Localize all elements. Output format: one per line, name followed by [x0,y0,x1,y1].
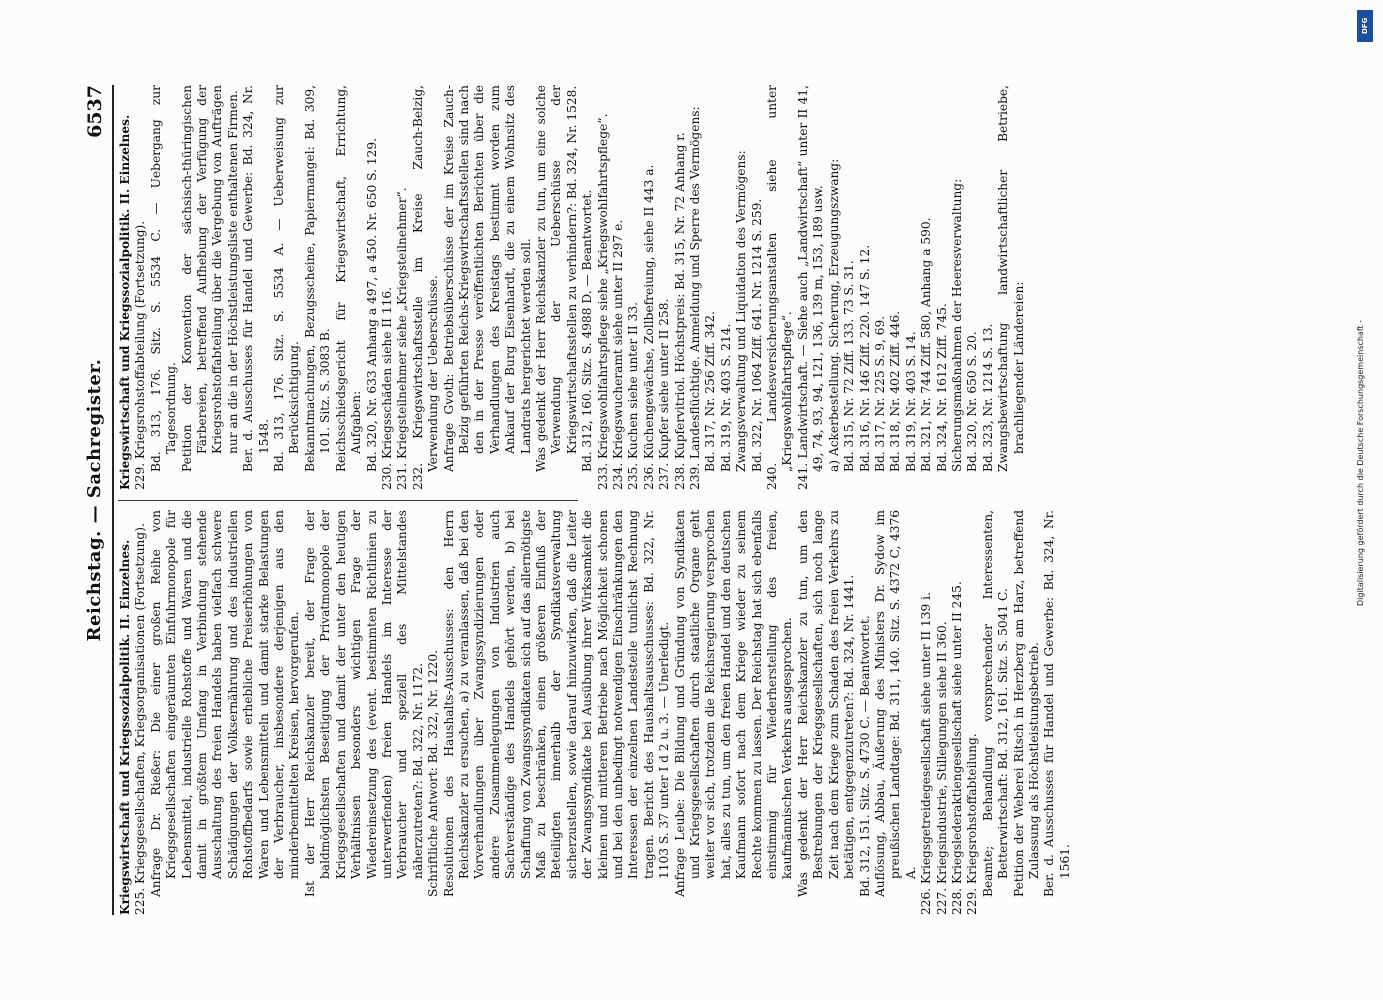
paragraph: Bd. 317, Nr. 225 S. 9, 69. [872,315,887,472]
entry: 237. Kupfer siehe unter II 258. [657,298,672,490]
entry: 239. Landesflüchtige. Anmeldung und Sperre des Vermögens: [688,106,703,490]
column-divider [118,500,578,501]
right-column [118,85,1027,490]
paragraph: Bd. 312, 151. Sitz. S. 4730 C. — Beantwortet. [857,615,872,897]
page-header [82,85,112,915]
paragraph: Bd. 316, Nr. 146 Ziff. 220. 147 S. 12. [857,244,872,472]
paragraph: a) Ackerbestellung. Sicherung, Erzeugungszwang: [826,158,841,472]
paragraph: Bd. 320, Nr. 633 Anhang a 497, a 450. Nr. 650 S. 129. [364,138,379,472]
entry: 241. Landwirtschaft. — Siehe auch „Landwirtschaft“ unter II 41, 49, 74, 93, 94, 121, 136, 139 m, 153, 189 usw. [795,85,826,490]
running-title: Reichstag. — Sachregister. [84,358,105,642]
paragraph: Anfrage Dr. Rießer: Die einer großen Reihe von Kriegsgesellschaften eingeräumten Einfuhrmonopole für Lebensmittel, industrielle Rohstoffe und Waren und die damit in größtem Umfang in Verbindung stehende Ausschaltung des freien Handels haben vielfach schwere Schädigungen der Volksernährung und des industriellen Rohstoffbedarfs sowie erhebliche Preiserhöhungen von Waren und Lebensmitteln und damit starke Belastungen der Verbraucher, insbesondere derjenigen aus den minderbemittelten Kreisen, hervorgerufen. [148,510,302,897]
entry: 230. Kriegsschäden siehe II 116. [379,287,394,490]
paragraph: Bd. 323, Nr. 1214 S. 13. [980,323,995,472]
entry: 231. Kriegsteilnehmer siehe „Kriegsteilnehmer“. [395,187,410,490]
paragraph: Anfrage Leube: Die Bildung und Gründung von Syndikaten und Kriegsgesellschaften durch staatliche Organe geht weiter vor sich, trotzdem die Reichsregierung versprochen hat, alles zu tun, um den freien Handel und den deutschen Kaufmann sofort nach dem Kriege wieder zu seinem Rechte kommen zu lassen. Der Reichstag hat sich ebenfalls einstimmig für Wiederherstellung des freien, kaufmännischen Verkehrs ausgesprochen. [672,510,795,897]
stamp-text: Digitalisierung gefördert durch die Deutsche Forschungsgemeinschaft - [1356,319,1365,606]
paragraph: Bd. 315, Nr. 72 Ziff. 133. 73 S. 31. [842,260,857,472]
paragraph: Petition der Konvention der sächsisch-thüringischen Färbereien, betreffend Aufhebung der Verfügung der Kriegsrohstoffabteilung über die Vergebung von Aufträgen nur an die in der Höchstleistungsliste enthaltenen Firmen. [179,85,240,472]
section-heading: Kriegswirtschaft und Kriegssozialpolitik. II. Einzelnes. [118,114,132,490]
paragraph: Petition der Weberei Ritsch in Herzberg am Harz, betreffend Zulassung als Höchstleistungsbetrieb. [1011,510,1041,897]
paragraph: Was gedenkt der Herr Reichskanzler zu tun, um eine solche Verwendung der Ueberschüsse der Kriegswirtschaftsstellen zu verhindern?: Bd. 324, Nr. 1528. [533,85,579,472]
paragraph: Resolutionen des Haushalts-Ausschusses: den Herrn Reichskanzler zu ersuchen, a) zu veranlassen, daß bei den Vorverhandlungen über Zwangssyndizierungen oder andere Zusammenlegungen von Industrien auch Sachverständige des Handels gehört werden, b) bei Schaffung von Zwangssyndikaten sich auf das allernötigste Maß zu beschränken, einen größeren Einfluß der Beteiligten innerhalb der Syndikatsverwaltung sicherzustellen, sowie darauf hinzuwirken, daß die Leiter der Zwangssyndikate bei Ausübung ihrer Wirksamkeit die kleinen und mittleren Betriebe nach Möglichkeit schonen und bei den unbedingt notwendigen Einschränkungen den Interessen der einzelnen Landesteile tunlichst Rechnung tragen. Bericht des Haushaltsausschusses: Bd. 322, Nr. 1103 S. 37 unter I d 2 u. 3. — Unerledigt. [441,510,672,897]
paragraph: Bd. 322, Nr. 1064 Ziff. 641. Nr. 1214 S. 259. [749,198,764,472]
paragraph: Was gedenkt der Herr Reichskanzler zu tun, um den Bestrebungen der Kriegsgesellschaften, sich noch lange Zeit nach dem Kriege zum Schaden des freien Verkehrs zu betätigen, entgegenzutreten?: Bd. 324, Nr. 1441. [795,510,857,897]
paragraph: Bd. 313, 176. Sitz. S. 5534 C. — Uebergang zur Tagesordnung. [148,85,179,472]
paragraph: Zwangsbewirtschaftung landwirtschaftlicher Betriebe, brachliegender Ländereien: [996,85,1026,472]
paragraph: Sicherungsmaßnahmen der Heeresverwaltung: [949,178,964,472]
digitization-stamp [1356,0,1376,1000]
page-number: 6537 [84,85,106,138]
paragraph: Bd. 312, 160. Sitz. S. 4988 D. — Beantwortet. [580,189,595,472]
paragraph: Anfrage Gvoth: Betriebsüberschüsse der im Kreise Zauch-Belzig geführten Reichs-Kriegswirtschaftsstellen sind nach den in der Presse veröffentlichten Berichten über die Verhandlungen des Kreistags bestimmt worden zum Ankauf der Burg Eisenhardt, die zu einem Wohnsitz des Landrats hergerichtet werden soll. [441,85,533,472]
entry: 225. Kriegsgesellschaften, Kriegsorganisationen (Fortsetzung). [133,523,148,915]
entry: 227. Kriegsindustrie, Stillegungen siehe II 360. [934,621,949,915]
paragraph: Bd. 317, Nr. 256 Ziff. 342. [703,310,718,472]
entry: 232. Kriegswirtschaftsstelle im Kreise Zauch-Belzig, Verwendung der Ueberschüsse. [410,85,441,490]
entry: 228. Kriegslederaktiengesellschaft siehe unter II 245. [949,581,964,915]
paragraph: Beamte; Behandlung vorsprechender Interessenten, Betterwirtschaft: Bd. 312, 161. Sitz. S. 5041 C. [980,510,1011,897]
paragraph: Bd. 318, Nr. 402 Ziff. 446. [888,310,903,472]
paragraph: Schriftliche Antwort: Bd. 322, Nr. 1220. [426,649,441,897]
paragraph: Bekanntmachungen, Bezugsscheine, Papiermangel: Bd. 309, 101. Sitz. S. 3083 B. [302,85,333,472]
paragraph: Bd. 319, Nr. 403 S. 214. [718,323,733,472]
paragraph: Bd. 313, 176. Sitz. S. 5534 A. — Ueberweisung zur Berücksichtigung. [272,85,302,472]
paragraph: Ber. d. Ausschusses für Handel und Gewerbe: Bd. 324, Nr. 1561. [1042,510,1072,897]
header-rule [112,85,114,915]
dfg-logo-icon: DFG [1357,10,1373,42]
entry: 229. Kriegsrohstoffabteilung (Fortsetzung). [133,220,148,490]
paragraph: Bd. 319, Nr. 403 S. 14. [903,331,918,472]
rotated-page [82,85,1192,915]
paragraph: Ber. d. Ausschusses für Handel und Gewerbe: Bd. 324, Nr. 1548. [241,85,271,472]
entry: 235. Kuchen siehe unter II 33. [626,301,641,490]
entry: 229. Kriegsrohstoffabteilung. [965,733,980,915]
paragraph: Ist der Herr Reichskanzler bereit, der Frage der baldmöglichsten Beseitigung der Privatmonopole der Kriegsgesellschaften und damit der unter den heutigen Verhältnissen besonders wichtigen Frage der Wiedereinsetzung des (event. bestimmten Richtlinien zu unterwerfenden) freien Handels im Interesse der Verbraucher und speziell des Mittelstandes näherzutreten?: Bd. 322, Nr. 1172. [302,510,425,897]
paragraph: Auflösung, Abbau, Äußerung des Ministers Dr. Sydow im preußischen Landtage: Bd. 311, 140. Sitz. S. 4372 C, 4376 A. [872,510,918,897]
paragraph: Bd. 320, Nr. 650 S. 20. [965,331,980,472]
entry: 226. Kriegsgetreidegesellschaft siehe unter II 139 i. [919,592,934,915]
paragraph: Bd. 324, Nr. 1612 Ziff. 745. [934,303,949,472]
paragraph: Zwangsverwaltung und Liquidation des Vermögens: [734,150,749,472]
entry: 234. Kriegswucheramt siehe unter II 297 e. [611,219,625,490]
entry: 240. Landesversicherungsanstalten siehe unter „Kriegswohlfahrtspflege“. [765,85,795,490]
paragraph: Reichsschiedsgericht für Kriegswirtschaft, Errichtung, Aufgaben: [333,85,364,472]
entry: 233. Kriegswohlfahrtspflege siehe „Kriegswohlfahrtspflege“. [595,113,610,490]
entry: 238. Kupfervitriol. Höchstpreis: Bd. 315, Nr. 72 Anhang r. [672,132,687,490]
left-column [118,510,1073,915]
entry: 236. Küchengewächse, Zollbefreiung, siehe II 443 a. [641,164,656,490]
section-heading: Kriegswirtschaft und Kriegssozialpolitik. II. Einzelnes. [118,539,132,915]
paragraph: Bd. 321, Nr. 744 Ziff. 580, Anhang a 590. [919,217,934,472]
